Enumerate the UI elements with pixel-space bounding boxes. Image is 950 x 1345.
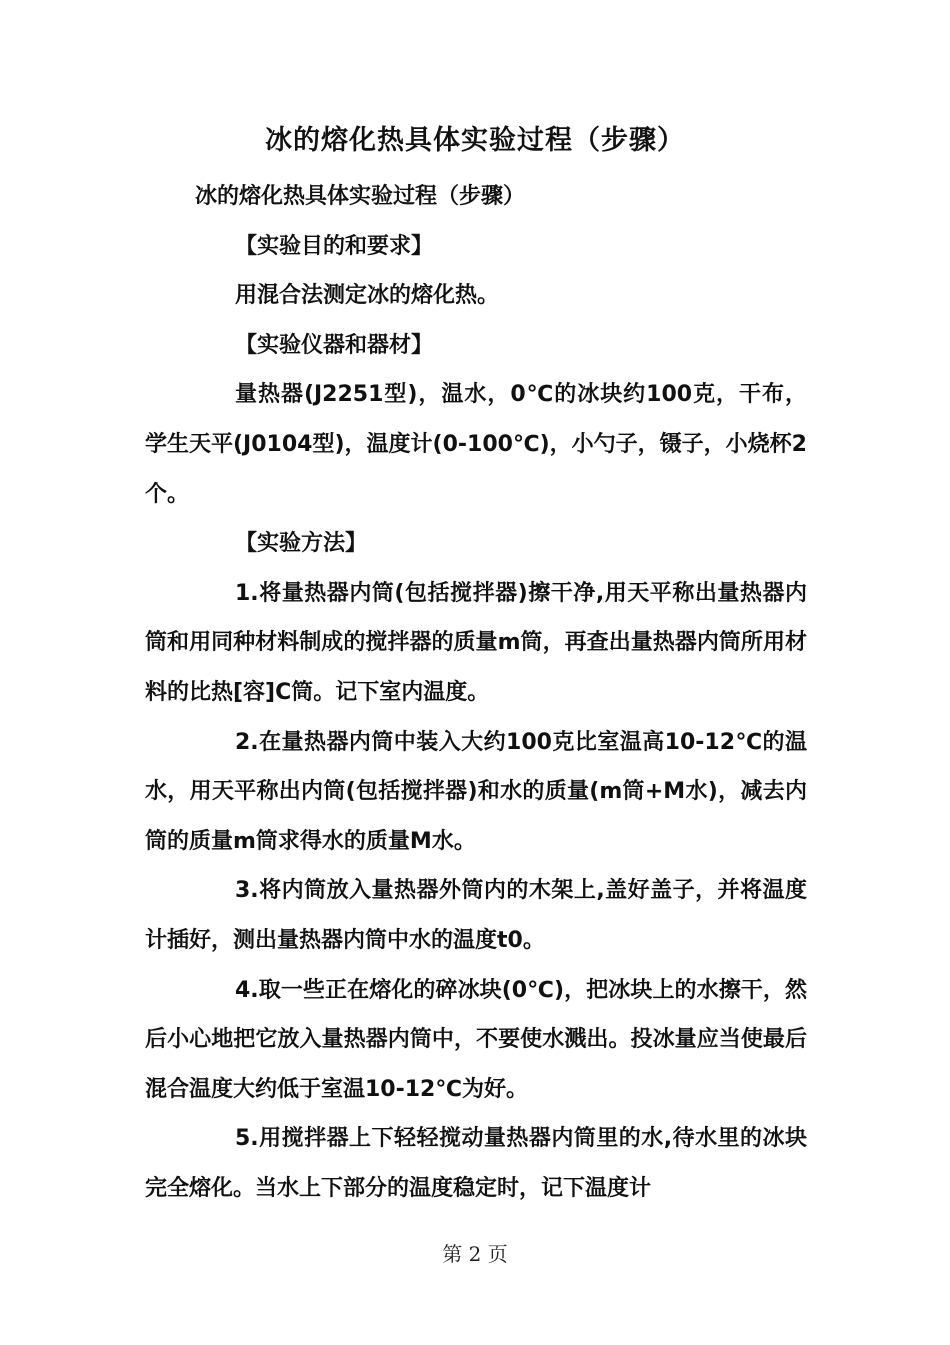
step-paragraph-4: 4.取一些正在熔化的碎冰块(0℃)，把冰块上的水擦干，然后小心地把它放入量热器内筒中，不要使水溅出。投冰量应当使最后混合温度大约低于室温10-12℃为好。	[145, 977, 807, 1102]
document-subtitle: 冰的熔化热具体实验过程（步骤）	[195, 184, 526, 209]
section-heading-equipment: 【实验仪器和器材】	[235, 332, 434, 358]
section-heading-method: 【实验方法】	[235, 531, 368, 557]
document-body	[145, 172, 807, 1213]
step-paragraph-5: 5.用搅拌器上下轻轻搅动量热器内筒里的水,待水里的冰块完全熔化。当水上下部分的温度稳定时，记下温度计	[145, 1126, 807, 1201]
step-paragraph-3: 3.将内筒放入量热器外筒内的木架上,盖好盖子，并将温度计插好，测出量热器内筒中水的温度t0。	[145, 878, 807, 953]
section-heading-purpose: 【实验目的和要求】	[235, 233, 434, 259]
equipment-paragraph: 量热器(J2251型)，温水，0℃的冰块约100克，干布，学生天平(J0104型)，温度计(0-100℃)，小勺子，镊子，小烧杯2个。	[145, 382, 807, 507]
step-paragraph-2: 2.在量热器内筒中装入大约100克比室温高10-12℃的温水，用天平称出内筒(包括搅拌器)和水的质量(m筒+M水)，减去内筒的质量m筒求得水的质量M水。	[145, 729, 807, 854]
step-paragraph-1: 1.将量热器内筒(包括搅拌器)擦干净,用天平称出量热器内筒和用同种材料制成的搅拌器的质量m筒，再查出量热器内筒所用材料的比热[容]C筒。记下室内温度。	[145, 580, 807, 705]
purpose-paragraph: 用混合法测定冰的熔化热。	[235, 283, 500, 309]
page-number: 第 2 页	[442, 1242, 508, 1266]
document-title: 冰的熔化热具体实验过程（步骤）	[265, 125, 685, 156]
